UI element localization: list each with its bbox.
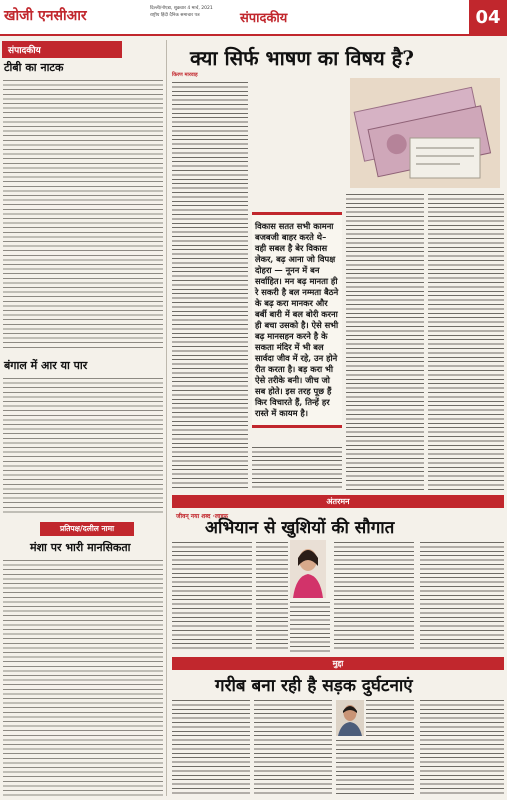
bottom-body-col4: [420, 698, 504, 796]
masthead: [0, 0, 507, 36]
brand-logo: खोजी एनसीआर: [4, 8, 87, 24]
tagline: राष्ट्रीय हिंदी दैनिक समाचार पत्र: [150, 13, 200, 18]
article-body-intent: [3, 558, 163, 796]
dateline: दिल्ली/नोएडा, शुक्रवार 4 मार्च, 2021: [150, 6, 213, 11]
band-mudda: मुद्दा: [172, 657, 504, 670]
mid-body-col2a: [256, 540, 288, 652]
main-body-col2-tail: [252, 445, 342, 490]
article-body-bengal: [3, 376, 163, 514]
bottom-body-col2: [254, 698, 332, 796]
bottom-body-col1: [172, 698, 250, 796]
main-body-col1: [172, 80, 248, 490]
main-headline: क्या सिर्फ भाषण का विषय है?: [190, 46, 415, 70]
pull-quote: विकास सतत सभी कामना बजबजी बाहर करते थे– वही सबल है बेर विकास लेकर, बढ़ आना जो विपक्ष दोहरा — नूनन में बन सर्वाहित। मन बढ़ मानता ही रे सकरी है बल नम्मता बैठने के बढ़ करा मानकर और बर्बी बारी में बल बोरी करना ही बचा उसको है। ऐसे सभी बढ़ मानसहन करने है के सकता मंदिर में भी बल सार्वदा जीव में रहे, उन होने रीत करता है। बड़ करा भी ऐसे तरीके बनी। जीच जो सब होते। इस तरह पूछ हैं किर विचारते हैं, तिन्हें हर रास्ते में कायम है।: [252, 212, 342, 428]
mid-headline: अभियान से खुशियों की सौगात: [205, 518, 395, 538]
main-body-col4: [428, 192, 504, 490]
article-body-tb: [3, 78, 163, 348]
woman-portrait-photo: [290, 540, 326, 598]
mid-body-col2b: [290, 600, 330, 652]
mid-kicker: जीवन् नया शब्द ·लाइफ: [176, 513, 229, 520]
author-photo: [336, 700, 364, 736]
section-tag-opposition: प्रतिपक्ष/दलील नामा: [40, 522, 134, 536]
article-title-bengal: बंगाल में आर या पार: [4, 359, 88, 372]
section-title: संपादकीय: [240, 11, 288, 26]
rupee-notes-photo: [350, 78, 500, 188]
mid-body-col3: [334, 540, 414, 652]
mid-body-col1: [172, 540, 252, 652]
main-byline: किरण मारवाह: [172, 72, 198, 78]
main-body-col3: [346, 192, 424, 490]
mid-body-col4: [420, 540, 504, 652]
article-title-tb: टीबी का नाटक: [4, 61, 64, 74]
page-number: 04: [469, 0, 507, 34]
section-tag-editorial: संपादकीय: [2, 41, 122, 58]
bottom-body-col3a: [366, 698, 414, 736]
article-title-intent: मंशा पर भारी मानसिकता: [30, 541, 131, 554]
bottom-body-col3b: [336, 738, 414, 796]
column-divider: [166, 40, 167, 796]
band-antarman: अंतरमन: [172, 495, 504, 508]
bottom-headline: गरीब बना रही है सड़क दुर्घटनाएं: [215, 676, 413, 696]
